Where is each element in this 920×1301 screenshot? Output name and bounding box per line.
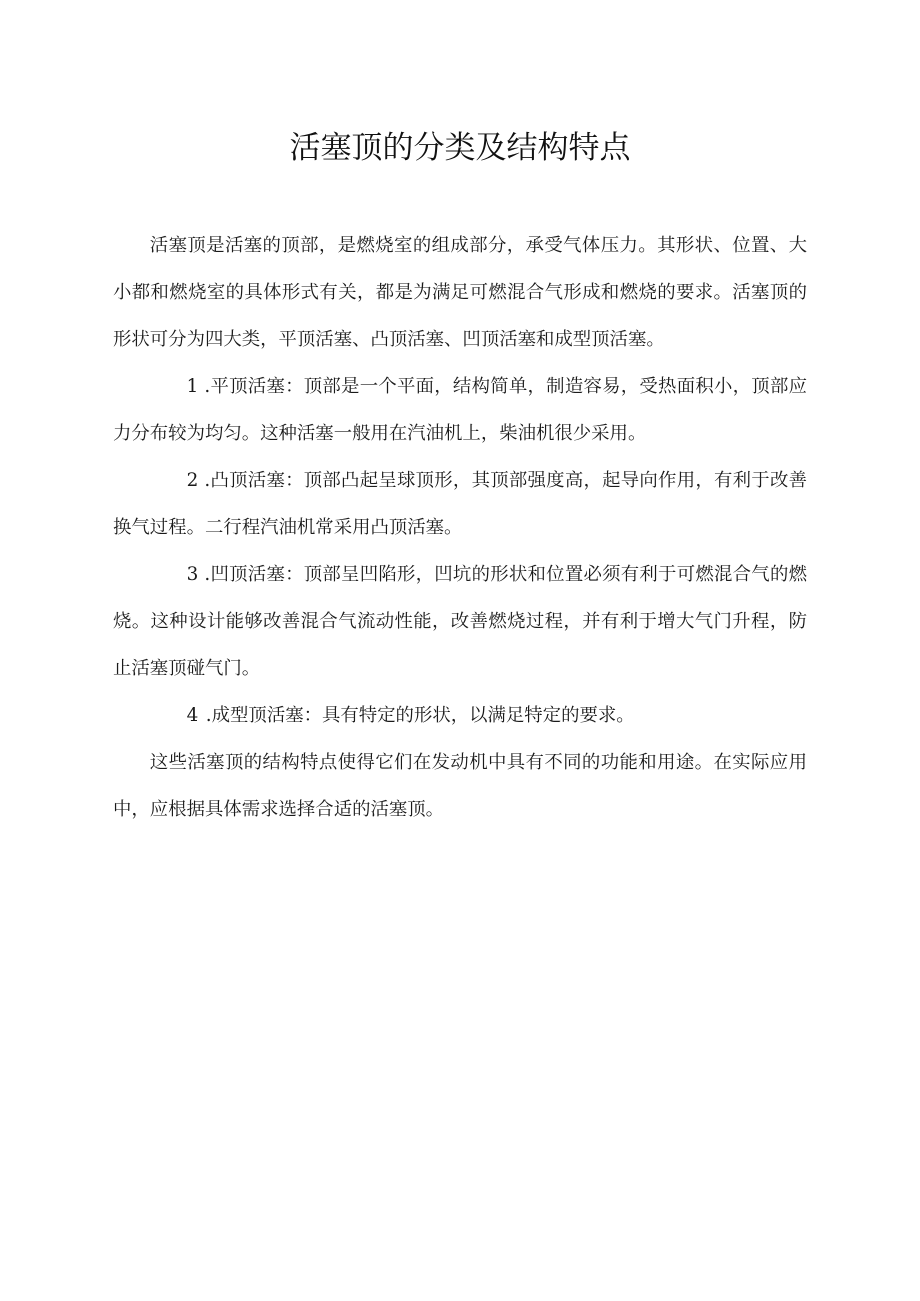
item-text: .凹顶活塞：顶部呈凹陷形，凹坑的形状和位置必须有利于可燃混合气的燃烧。这种设计能够改善混合气流动性能，改善燃烧过程，并有利于增大气门升程，防止活塞顶碰气门。 <box>113 564 807 679</box>
item-number: 3 <box>186 564 199 585</box>
item-number: 1 <box>186 376 199 397</box>
conclusion-paragraph: 这些活塞顶的结构特点使得它们在发动机中具有不同的功能和用途。在实际应用中，应根据具体需求选择合适的活塞顶。 <box>113 752 807 820</box>
list-item-convex-top <box>113 457 807 551</box>
list-item-concave-top <box>113 551 807 692</box>
document-title: 活塞顶的分类及结构特点 <box>289 130 631 166</box>
list-item-shaped-top <box>113 692 807 739</box>
intro-paragraph: 活塞顶是活塞的顶部，是燃烧室的组成部分，承受气体压力。其形状、位置、大小都和燃烧室的具体形式有关，都是为满足可燃混合气形成和燃烧的要求。活塞顶的形状可分为四大类，平顶活塞、凸顶活塞、凹顶活塞和成型顶活塞。 <box>113 235 807 350</box>
item-text: .成型顶活塞：具有特定的形状，以满足特定的要求。 <box>205 705 635 726</box>
item-text: .平顶活塞：顶部是一个平面，结构简单，制造容易，受热面积小，顶部应力分布较为均匀。这种活塞一般用在汽油机上，柴油机很少采用。 <box>113 376 807 444</box>
item-number: 2 <box>186 470 199 491</box>
item-text: .凸顶活塞：顶部凸起呈球顶形，其顶部强度高，起导向作用，有利于改善换气过程。二行程汽油机常采用凸顶活塞。 <box>113 470 807 538</box>
document-body <box>113 222 807 833</box>
item-number: 4 <box>186 705 199 726</box>
list-item-flat-top <box>113 363 807 457</box>
